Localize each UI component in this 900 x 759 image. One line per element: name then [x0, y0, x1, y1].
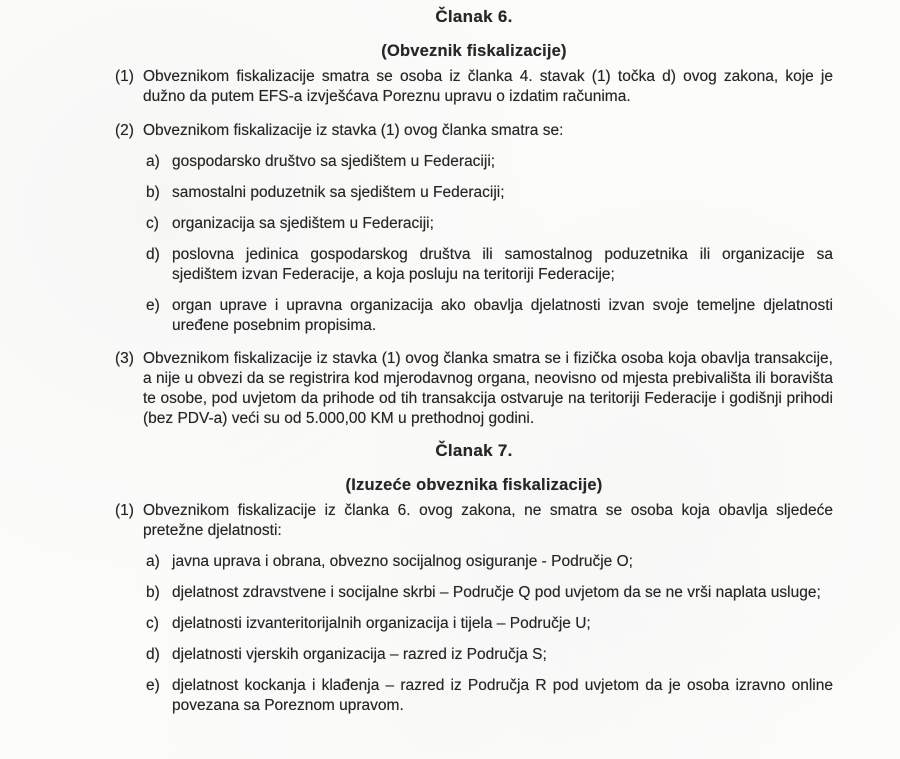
paragraph-text: Obveznikom fiskalizacije iz stavka (1) ovog članka smatra se: — [143, 122, 564, 139]
article-6-item-a — [146, 152, 833, 172]
list-item-text: djelatnosti vjerskih organizacija – razred iz Područja S; — [172, 646, 547, 663]
article-6-paragraph-3 — [115, 349, 833, 429]
paragraph-marker: (1) — [115, 502, 134, 519]
list-item-marker: e) — [146, 297, 160, 314]
article-7-number: Članak 7. — [435, 441, 513, 460]
list-item-text: poslovna jedinica gospodarskog društva ili samostalnog poduzetnika ili organizacije sa sjedištem izvan Federacije, a koja posluju na teritoriji Federacije; — [172, 246, 833, 283]
list-item-marker: b) — [146, 184, 160, 201]
list-item-text: organ uprave i upravna organizacija ako obavlja djelatnosti izvan svoje temeljne djelatnosti uređene posebnim propisima. — [172, 297, 833, 334]
list-item-marker: a) — [146, 153, 160, 170]
list-item-marker: d) — [146, 646, 160, 663]
article-6-item-c — [146, 214, 833, 234]
list-item-text: djelatnost kockanja i klađenja – razred iz Područja R pod uvjetom da je osoba izravno online povezana sa Poreznom upravom. — [172, 677, 833, 714]
article-6-paragraph-1 — [115, 67, 833, 107]
article-7-paragraph-1 — [115, 501, 833, 541]
paragraph-text: Obveznikom fiskalizacije smatra se osoba iz članka 4. stavak (1) točka d) ovog zakona, koje je dužno da putem EFS-a izvješćava Poreznu upravu o izdatim računima. — [143, 68, 833, 105]
list-item-text: djelatnosti izvanteritorijalnih organizacija i tijela – Područje U; — [172, 615, 591, 632]
article-7 — [115, 441, 833, 716]
document-content — [115, 7, 833, 716]
article-6-item-d — [146, 245, 833, 285]
list-item-text: javna uprava i obrana, obvezno socijalnog osiguranje - Područje O; — [172, 553, 633, 570]
article-7-item-c — [146, 614, 833, 634]
paragraph-text: Obveznikom fiskalizacije iz članka 6. ovog zakona, ne smatra se osoba koja obavlja sljedeće pretežne djelatnosti: — [143, 502, 833, 539]
article-6-paragraph-2 — [115, 121, 833, 141]
article-6-item-e — [146, 296, 833, 336]
article-6-item-b — [146, 183, 833, 203]
paragraph-marker: (3) — [115, 350, 134, 367]
article-6-subtitle: (Obveznik fiskalizacije) — [381, 42, 567, 60]
article-7-item-a — [146, 552, 833, 572]
paragraph-marker: (2) — [115, 122, 134, 139]
list-item-marker: d) — [146, 246, 160, 263]
article-7-item-e — [146, 676, 833, 716]
paragraph-marker: (1) — [115, 68, 134, 85]
list-item-text: gospodarsko društvo sa sjedištem u Federaciji; — [172, 153, 496, 170]
article-7-subtitle: (Izuzeće obveznika fiskalizacije) — [345, 476, 603, 494]
paragraph-text: Obveznikom fiskalizacije iz stavka (1) ovog članka smatra se i fizička osoba koja obavlja transakcije, a nije u obvezi da se registrira kod mjerodavnog organa, neovisno od mjesta prebivališta ili boravišta te osobe, pod uvjetom da prihode od tih transakcija ostvaruje na teritoriji Federacije i godišnji prihodi (bez PDV-a) veći su od 5.000,00 KM u prethodnoj godini. — [143, 350, 833, 427]
article-6 — [115, 7, 833, 429]
article-6-number: Članak 6. — [435, 7, 513, 26]
list-item-text: organizacija sa sjedištem u Federaciji; — [172, 215, 434, 232]
list-item-marker: a) — [146, 553, 160, 570]
list-item-marker: c) — [146, 215, 159, 232]
article-7-item-d — [146, 645, 833, 665]
article-7-item-b — [146, 583, 833, 603]
list-item-text: samostalni poduzetnik sa sjedištem u Federaciji; — [172, 184, 505, 201]
list-item-marker: e) — [146, 677, 160, 694]
list-item-text: djelatnost zdravstvene i socijalne skrbi – Područje Q pod uvjetom da se ne vrši naplata usluge; — [172, 584, 821, 601]
list-item-marker: c) — [146, 615, 159, 632]
list-item-marker: b) — [146, 584, 160, 601]
